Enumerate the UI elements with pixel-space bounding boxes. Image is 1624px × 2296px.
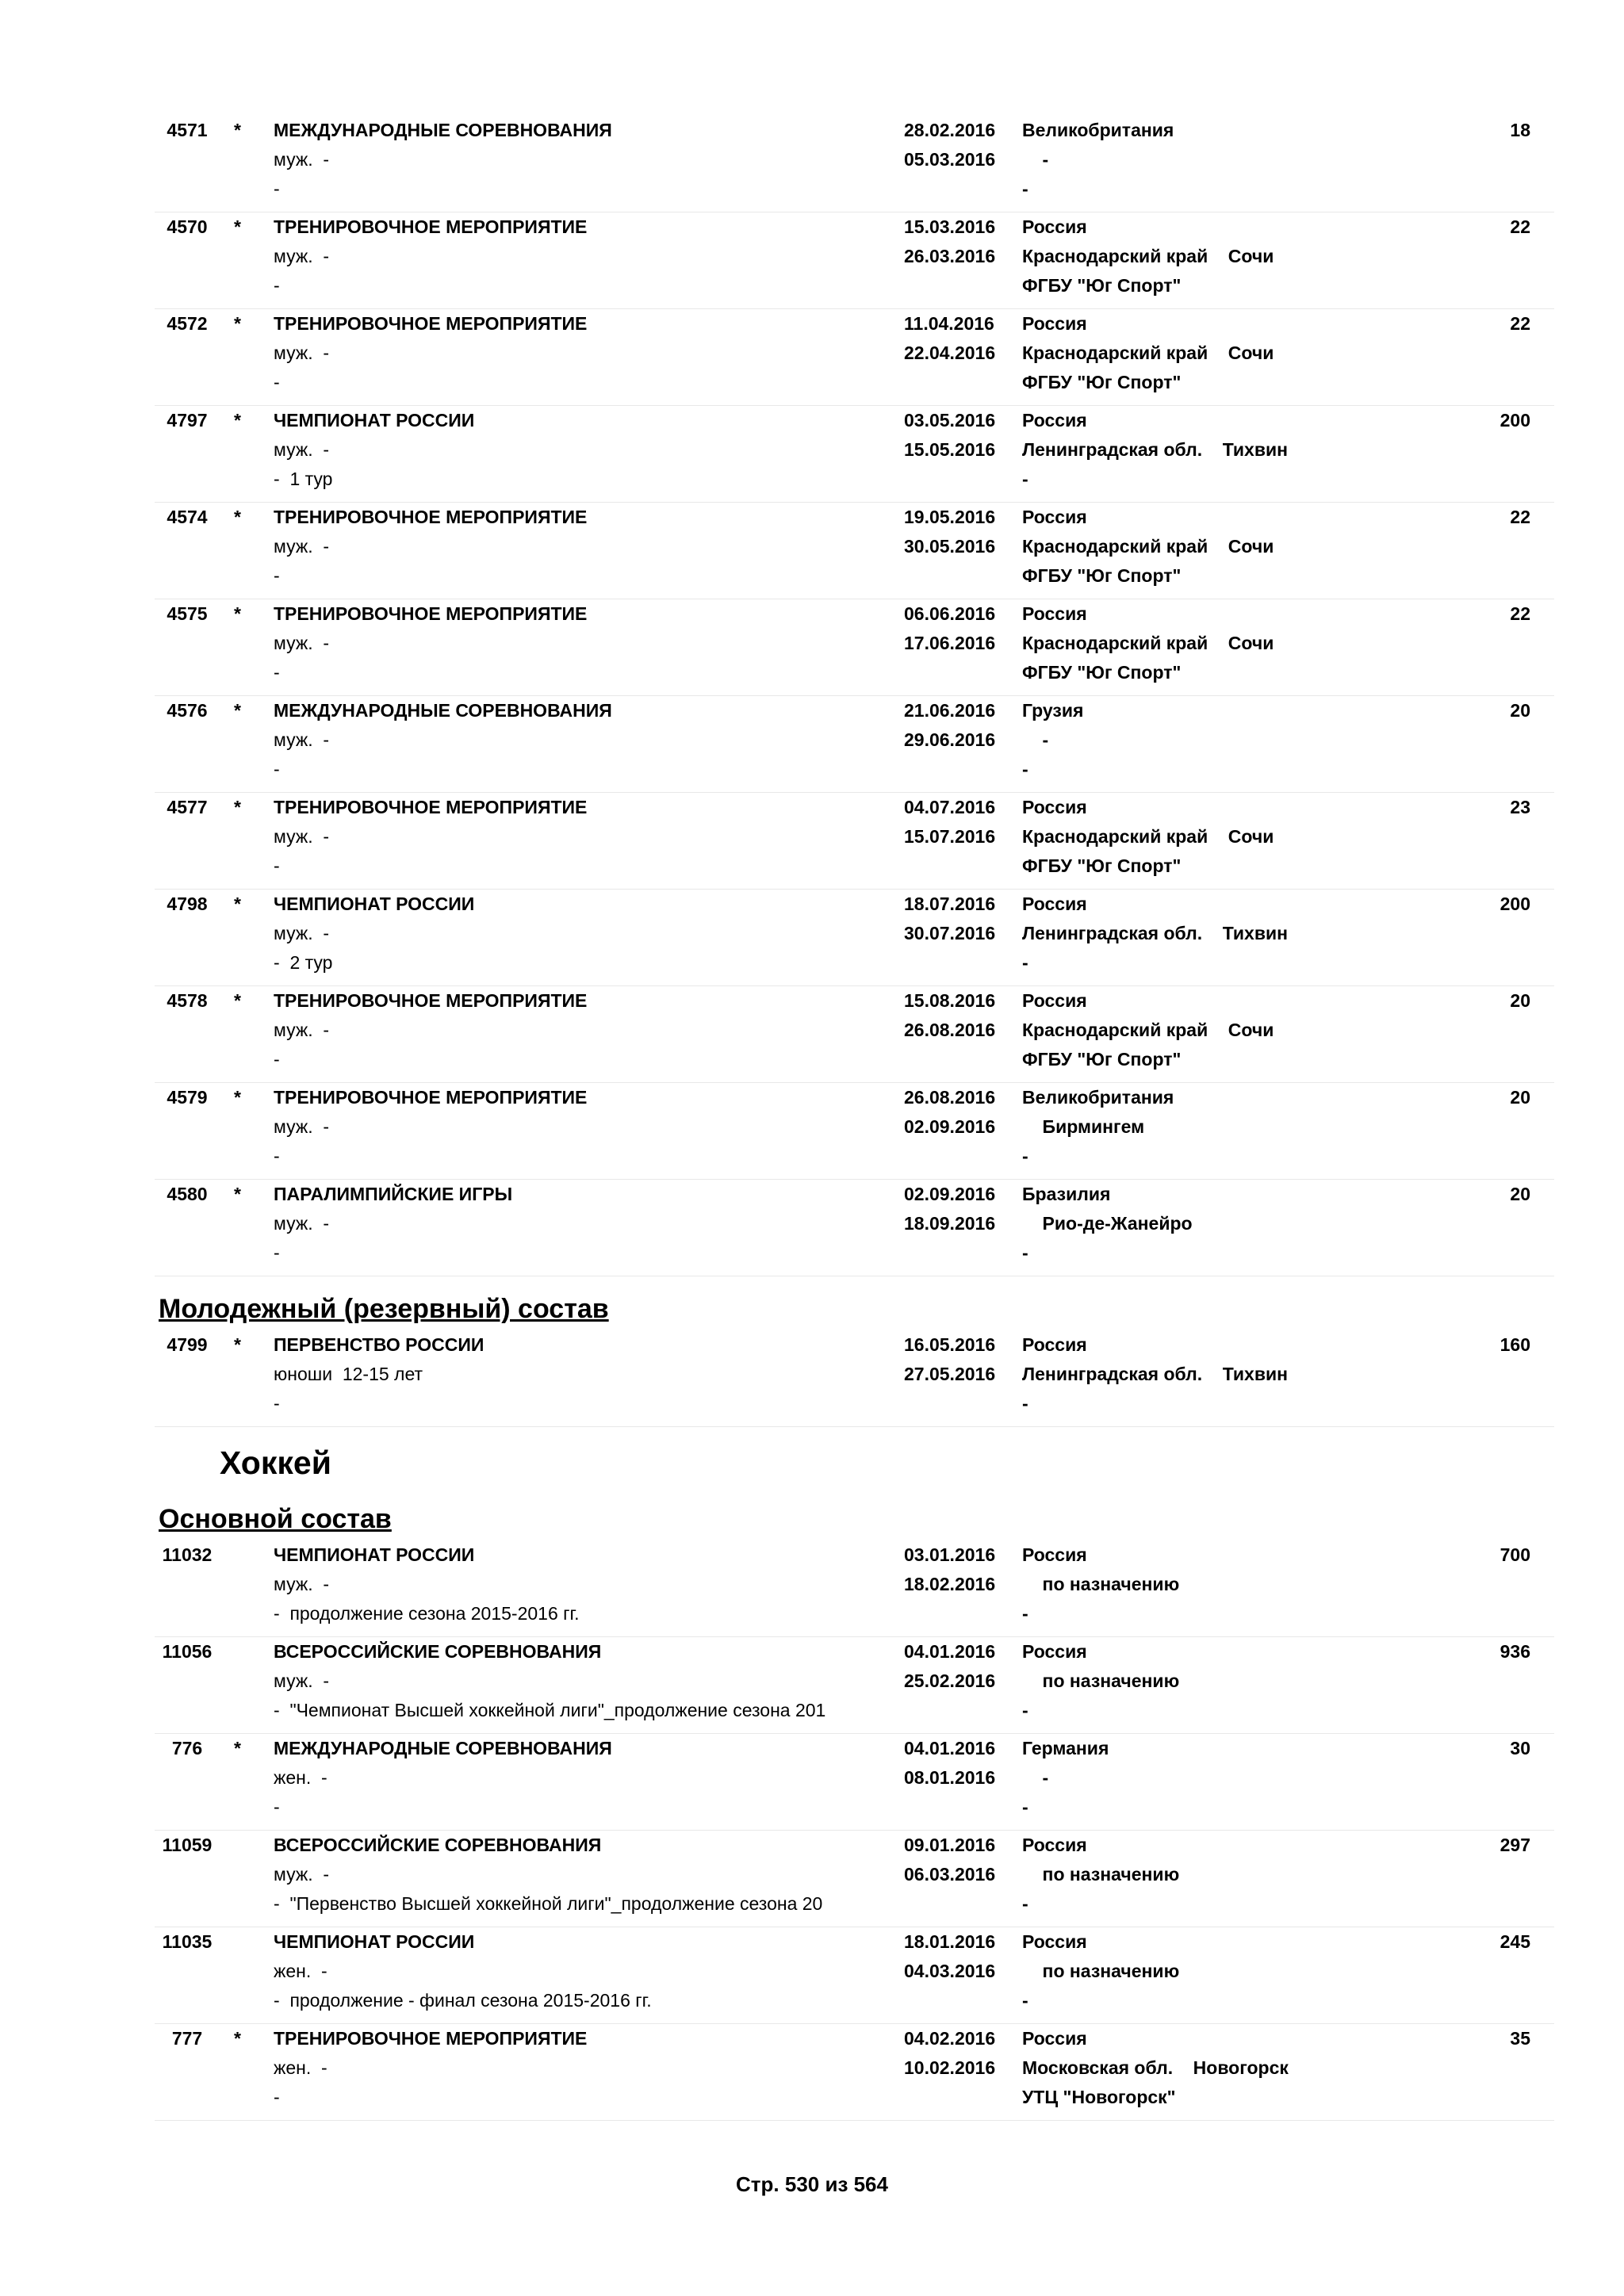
event-country: Россия	[1022, 216, 1087, 237]
event-entry	[155, 1083, 1554, 1180]
event-participants: 20	[1510, 990, 1530, 1011]
event-venue: ФГБУ "Юг Спорт"	[1022, 1049, 1182, 1070]
event-id: 4572	[167, 313, 208, 334]
event-star-mark: *	[234, 797, 241, 817]
event-name: ЧЕМПИОНАТ РОССИИ	[274, 410, 475, 430]
event-entry	[155, 406, 1554, 503]
event-country: Россия	[1022, 410, 1087, 430]
event-note: -	[274, 1797, 280, 1817]
event-id: 777	[171, 2028, 203, 2049]
event-name: ТРЕНИРОВОЧНОЕ МЕРОПРИЯТИЕ	[274, 603, 588, 624]
event-participants: 20	[1510, 700, 1530, 721]
event-country: Великобритания	[1022, 120, 1174, 140]
event-category: муж. -	[274, 1670, 330, 1691]
event-date-start: 04.01.2016	[904, 1641, 996, 1662]
event-venue: УТЦ "Новогорск"	[1022, 2087, 1176, 2107]
event-id: 11032	[162, 1544, 213, 1565]
event-participants: 297	[1500, 1835, 1530, 1855]
event-date-start: 02.09.2016	[904, 1184, 996, 1204]
event-id: 4578	[167, 990, 208, 1011]
event-date-end: 06.03.2016	[904, 1864, 996, 1885]
event-entry	[155, 1330, 1554, 1427]
event-country: Великобритания	[1022, 1087, 1174, 1108]
event-participants: 23	[1510, 797, 1530, 817]
event-venue: -	[1022, 1242, 1028, 1263]
event-category: муж. -	[274, 342, 330, 363]
event-note: -	[274, 1146, 280, 1166]
event-name: ЧЕМПИОНАТ РОССИИ	[274, 1544, 475, 1565]
event-star-mark: *	[234, 1087, 241, 1108]
event-date-start: 21.06.2016	[904, 700, 996, 721]
event-venue: -	[1022, 952, 1028, 973]
event-country: Россия	[1022, 1931, 1087, 1952]
event-venue: ФГБУ "Юг Спорт"	[1022, 275, 1182, 296]
event-name: ТРЕНИРОВОЧНОЕ МЕРОПРИЯТИЕ	[274, 313, 588, 334]
event-venue: ФГБУ "Юг Спорт"	[1022, 855, 1182, 876]
event-category: муж. -	[274, 246, 330, 266]
event-id: 11056	[162, 1641, 213, 1662]
event-participants: 936	[1500, 1641, 1530, 1662]
event-date-start: 18.07.2016	[904, 894, 996, 914]
event-star-mark: *	[234, 894, 241, 914]
event-star-mark: *	[234, 216, 241, 237]
event-date-end: 10.02.2016	[904, 2057, 996, 2078]
event-date-end: 18.09.2016	[904, 1213, 996, 1234]
event-star-mark: *	[234, 990, 241, 1011]
event-id: 11059	[162, 1835, 213, 1855]
event-star-mark: *	[234, 1738, 241, 1758]
event-participants: 18	[1510, 120, 1530, 140]
event-category: муж. -	[274, 923, 330, 943]
event-entry	[155, 793, 1554, 890]
event-id: 776	[171, 1738, 203, 1758]
event-date-start: 04.07.2016	[904, 797, 996, 817]
event-entry	[155, 1180, 1554, 1276]
event-star-mark: *	[234, 313, 241, 334]
event-date-start: 19.05.2016	[904, 507, 996, 527]
event-id: 4576	[167, 700, 208, 721]
event-star-mark: *	[234, 700, 241, 721]
event-date-start: 04.01.2016	[904, 1738, 996, 1758]
page-footer: Стр. 530 из 564	[736, 2172, 888, 2196]
event-region: Ленинградская обл. Тихвин	[1022, 923, 1288, 943]
event-region: Краснодарский край Сочи	[1022, 1020, 1274, 1040]
event-name: ТРЕНИРОВОЧНОЕ МЕРОПРИЯТИЕ	[274, 797, 588, 817]
event-country: Россия	[1022, 313, 1087, 334]
event-date-end: 26.03.2016	[904, 246, 996, 266]
event-id: 4797	[167, 410, 208, 430]
event-date-end: 08.01.2016	[904, 1767, 996, 1788]
event-star-mark: *	[234, 507, 241, 527]
event-region: Московская обл. Новогорск	[1022, 2057, 1289, 2078]
event-country: Россия	[1022, 1334, 1087, 1355]
event-date-start: 28.02.2016	[904, 120, 996, 140]
event-id: 4571	[167, 120, 208, 140]
event-note: -	[274, 1049, 280, 1070]
event-participants: 22	[1510, 313, 1530, 334]
event-venue: -	[1022, 1146, 1028, 1166]
event-venue: ФГБУ "Юг Спорт"	[1022, 565, 1182, 586]
event-category: муж. -	[274, 633, 330, 653]
event-name: ТРЕНИРОВОЧНОЕ МЕРОПРИЯТИЕ	[274, 507, 588, 527]
event-date-start: 03.01.2016	[904, 1544, 996, 1565]
event-category: жен. -	[274, 1767, 327, 1788]
event-note: - продолжение сезона 2015-2016 гг.	[274, 1603, 580, 1624]
event-participants: 200	[1500, 894, 1530, 914]
event-note: -	[274, 1242, 280, 1263]
event-region: Краснодарский край Сочи	[1022, 246, 1274, 266]
event-region: Бирмингем	[1022, 1116, 1145, 1137]
section-heading: Молодежный (резервный) состав	[159, 1294, 609, 1324]
event-entry	[155, 1540, 1554, 1637]
event-date-end: 26.08.2016	[904, 1020, 996, 1040]
event-entry	[155, 599, 1554, 696]
event-name: МЕЖДУНАРОДНЫЕ СОРЕВНОВАНИЯ	[274, 1738, 612, 1758]
event-venue: -	[1022, 469, 1028, 489]
event-note: - "Чемпионат Высшей хоккейной лиги"_продолжение сезона 201	[274, 1700, 826, 1720]
event-date-start: 06.06.2016	[904, 603, 996, 624]
event-date-start: 11.04.2016	[904, 313, 994, 334]
event-participants: 20	[1510, 1184, 1530, 1204]
event-date-end: 30.07.2016	[904, 923, 996, 943]
event-date-end: 18.02.2016	[904, 1574, 996, 1594]
event-region: по назначению	[1022, 1864, 1180, 1885]
event-venue: -	[1022, 1393, 1028, 1414]
event-region: Ленинградская обл. Тихвин	[1022, 439, 1288, 460]
event-venue: -	[1022, 759, 1028, 779]
event-date-end: 05.03.2016	[904, 149, 996, 170]
event-name: МЕЖДУНАРОДНЫЕ СОРЕВНОВАНИЯ	[274, 120, 612, 140]
event-category: муж. -	[274, 536, 330, 557]
section-heading: Основной состав	[159, 1504, 392, 1534]
event-country: Грузия	[1022, 700, 1084, 721]
event-region: по назначению	[1022, 1670, 1180, 1691]
event-entry	[155, 696, 1554, 793]
event-participants: 245	[1500, 1931, 1530, 1952]
event-date-start: 15.08.2016	[904, 990, 996, 1011]
event-participants: 22	[1510, 216, 1530, 237]
event-category: муж. -	[274, 826, 330, 847]
event-category: муж. -	[274, 1213, 330, 1234]
event-star-mark: *	[234, 1334, 241, 1355]
event-note: -	[274, 1393, 280, 1414]
event-category: муж. -	[274, 1116, 330, 1137]
event-venue: -	[1022, 1797, 1028, 1817]
event-name: ТРЕНИРОВОЧНОЕ МЕРОПРИЯТИЕ	[274, 1087, 588, 1108]
event-country: Россия	[1022, 603, 1087, 624]
event-venue: ФГБУ "Юг Спорт"	[1022, 662, 1182, 683]
event-date-start: 26.08.2016	[904, 1087, 996, 1108]
event-country: Россия	[1022, 990, 1087, 1011]
event-region: Краснодарский край Сочи	[1022, 536, 1274, 557]
event-id: 4570	[167, 216, 208, 237]
event-note: - 2 тур	[274, 952, 333, 973]
sport-title: Хоккей	[220, 1445, 331, 1481]
event-note: -	[274, 2087, 280, 2107]
event-id: 4574	[167, 507, 208, 527]
event-category: муж. -	[274, 1020, 330, 1040]
event-entry	[155, 1927, 1554, 2024]
event-note: -	[274, 275, 280, 296]
event-participants: 160	[1500, 1334, 1530, 1355]
event-date-end: 25.02.2016	[904, 1670, 996, 1691]
event-date-end: 27.05.2016	[904, 1364, 996, 1384]
event-venue: -	[1022, 1603, 1028, 1624]
event-participants: 700	[1500, 1544, 1530, 1565]
event-date-start: 04.02.2016	[904, 2028, 996, 2049]
event-entry	[155, 1734, 1554, 1831]
event-name: ЧЕМПИОНАТ РОССИИ	[274, 1931, 475, 1952]
event-region: Ленинградская обл. Тихвин	[1022, 1364, 1288, 1384]
event-name: ТРЕНИРОВОЧНОЕ МЕРОПРИЯТИЕ	[274, 216, 588, 237]
event-note: - "Первенство Высшей хоккейной лиги"_продолжение сезона 20	[274, 1893, 823, 1914]
event-category: жен. -	[274, 1961, 327, 1981]
event-date-end: 29.06.2016	[904, 729, 996, 750]
event-id: 4799	[167, 1334, 208, 1355]
event-category: муж. -	[274, 1574, 330, 1594]
event-date-end: 02.09.2016	[904, 1116, 996, 1137]
event-region: Краснодарский край Сочи	[1022, 342, 1274, 363]
event-entry	[155, 890, 1554, 986]
event-region: по назначению	[1022, 1574, 1180, 1594]
event-name: МЕЖДУНАРОДНЫЕ СОРЕВНОВАНИЯ	[274, 700, 612, 721]
event-country: Россия	[1022, 894, 1087, 914]
event-region: Рио-де-Жанейро	[1022, 1213, 1193, 1234]
event-participants: 22	[1510, 507, 1530, 527]
event-note: - 1 тур	[274, 469, 333, 489]
event-date-end: 30.05.2016	[904, 536, 996, 557]
event-name: ЧЕМПИОНАТ РОССИИ	[274, 894, 475, 914]
event-entry	[155, 1637, 1554, 1734]
event-name: ПАРАЛИМПИЙСКИЕ ИГРЫ	[274, 1184, 513, 1204]
event-entry	[155, 986, 1554, 1083]
event-name: ВСЕРОССИЙСКИЕ СОРЕВНОВАНИЯ	[274, 1641, 602, 1662]
event-star-mark: *	[234, 1184, 241, 1204]
event-participants: 22	[1510, 603, 1530, 624]
event-country: Россия	[1022, 2028, 1087, 2049]
event-region: по назначению	[1022, 1961, 1180, 1981]
event-date-end: 15.07.2016	[904, 826, 996, 847]
event-date-end: 04.03.2016	[904, 1961, 996, 1981]
event-entry	[155, 2024, 1554, 2121]
event-note: -	[274, 565, 280, 586]
event-region: -	[1022, 1767, 1049, 1788]
event-date-end: 22.04.2016	[904, 342, 996, 363]
event-country: Россия	[1022, 1835, 1087, 1855]
event-entry	[155, 309, 1554, 406]
event-id: 4577	[167, 797, 208, 817]
event-entry	[155, 503, 1554, 599]
event-region: -	[1022, 729, 1049, 750]
event-entry	[155, 212, 1554, 309]
event-note: - продолжение - финал сезона 2015-2016 гг.	[274, 1990, 652, 2011]
event-category: муж. -	[274, 149, 330, 170]
event-country: Россия	[1022, 507, 1087, 527]
event-venue: -	[1022, 1700, 1028, 1720]
event-id: 11035	[162, 1931, 213, 1952]
event-name: ПЕРВЕНСТВО РОССИИ	[274, 1334, 485, 1355]
event-participants: 30	[1510, 1738, 1530, 1758]
event-category: юноши 12-15 лет	[274, 1364, 423, 1384]
event-entry	[155, 116, 1554, 212]
event-name: ТРЕНИРОВОЧНОЕ МЕРОПРИЯТИЕ	[274, 2028, 588, 2049]
event-date-start: 09.01.2016	[904, 1835, 996, 1855]
event-star-mark: *	[234, 603, 241, 624]
event-note: -	[274, 662, 280, 683]
event-participants: 35	[1510, 2028, 1530, 2049]
event-note: -	[274, 855, 280, 876]
event-country: Россия	[1022, 1641, 1087, 1662]
event-category: муж. -	[274, 729, 330, 750]
event-id: 4798	[167, 894, 208, 914]
event-id: 4579	[167, 1087, 208, 1108]
event-region: Краснодарский край Сочи	[1022, 826, 1274, 847]
event-date-start: 15.03.2016	[904, 216, 996, 237]
event-country: Бразилия	[1022, 1184, 1111, 1204]
event-note: -	[274, 178, 280, 199]
event-venue: -	[1022, 1893, 1028, 1914]
event-id: 4580	[167, 1184, 208, 1204]
event-date-start: 18.01.2016	[904, 1931, 996, 1952]
event-note: -	[274, 372, 280, 392]
event-category: муж. -	[274, 1864, 330, 1885]
event-participants: 20	[1510, 1087, 1530, 1108]
event-region: -	[1022, 149, 1049, 170]
event-date-end: 15.05.2016	[904, 439, 996, 460]
event-star-mark: *	[234, 120, 241, 140]
event-country: Россия	[1022, 1544, 1087, 1565]
event-star-mark: *	[234, 410, 241, 430]
event-note: -	[274, 759, 280, 779]
event-date-end: 17.06.2016	[904, 633, 996, 653]
event-venue: -	[1022, 178, 1028, 199]
event-venue: -	[1022, 1990, 1028, 2011]
event-category: муж. -	[274, 439, 330, 460]
event-country: Россия	[1022, 797, 1087, 817]
event-name: ТРЕНИРОВОЧНОЕ МЕРОПРИЯТИЕ	[274, 990, 588, 1011]
event-category: жен. -	[274, 2057, 327, 2078]
event-name: ВСЕРОССИЙСКИЕ СОРЕВНОВАНИЯ	[274, 1835, 602, 1855]
event-region: Краснодарский край Сочи	[1022, 633, 1274, 653]
event-country: Германия	[1022, 1738, 1109, 1758]
event-venue: ФГБУ "Юг Спорт"	[1022, 372, 1182, 392]
event-star-mark: *	[234, 2028, 241, 2049]
event-entry	[155, 1831, 1554, 1927]
event-date-start: 03.05.2016	[904, 410, 996, 430]
event-date-start: 16.05.2016	[904, 1334, 996, 1355]
event-id: 4575	[167, 603, 208, 624]
event-participants: 200	[1500, 410, 1530, 430]
